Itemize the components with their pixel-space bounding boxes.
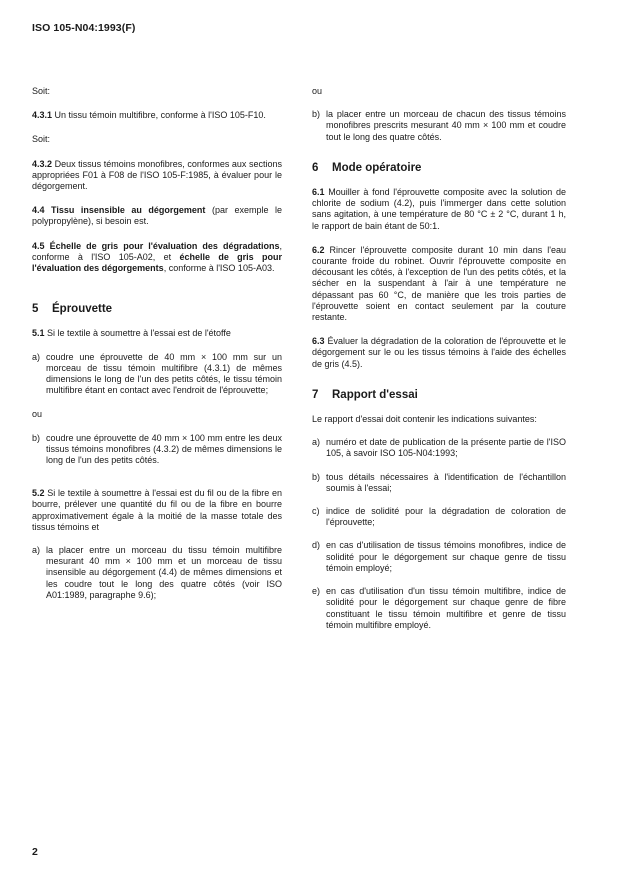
clause-4-4: [32, 205, 282, 227]
clause-title: Tissu insensible au dégorgement: [51, 205, 206, 216]
clause-text: Un tissu témoin multifibre, conforme à l'ISO 105-F10.: [54, 110, 266, 121]
right-column: [312, 86, 566, 631]
item-label: a): [32, 545, 41, 556]
item-label: d): [312, 540, 321, 551]
list-item-5-2-b: [312, 109, 566, 143]
clause-number: 4.5: [32, 240, 45, 251]
clause-4-3-2: [32, 159, 282, 193]
item-label: c): [312, 506, 320, 517]
clause-6-1: [312, 187, 566, 232]
clause-5-2: [32, 488, 282, 533]
item-text: tous détails nécessaires à l'identification de l'échantillon soumis à l'essai;: [326, 471, 566, 493]
item-text: numéro et date de publication de la présente partie de l'ISO 105, à savoir ISO 105-N04:1993;: [326, 437, 566, 459]
list-item-5-1-b: [32, 433, 282, 467]
report-intro: Le rapport d'essai doit contenir les indications suivantes:: [312, 414, 537, 425]
clause-title: Échelle de gris pour l'évaluation des dégradations: [49, 240, 280, 251]
clause-text: , conforme à l'ISO 105-A02, et: [32, 240, 282, 262]
clause-number: 6.3: [312, 336, 325, 347]
clause-number: 4.3.1: [32, 110, 53, 121]
clause-text: Rincer l'éprouvette composite durant 10 min dans l'eau courante froide du robinet. Ouvrir l'éprouvette composite en décousant les côtés, à l'exception de l'un des petits côtés, et la sécher en la suspendant à l'air à une température ne dépassant pas 60 °C, de manière que les trois parties de l'éprouvette soient en contact seulement par la couture restante.: [312, 244, 566, 323]
clause-text: Évaluer la dégradation de la coloration de l'éprouvette et le dégorgement sur le ou les tissus témoins à l'aide des échelles de gris (4.5).: [312, 336, 566, 369]
section-title: Mode opératoire: [332, 161, 422, 174]
clause-5-1: [32, 328, 282, 339]
report-item-c: [312, 506, 566, 528]
clause-4-5: [32, 241, 282, 275]
item-text: coudre une éprouvette de 40 mm × 100 mm entre les deux tissus témoins monofibres (4.3.2) de mêmes dimensions le long de l'un des petits côtés.: [46, 432, 282, 466]
left-column: [32, 86, 282, 601]
clause-6-2: [312, 245, 566, 323]
section-number: 5: [32, 303, 39, 316]
clause-text: Si le textile à soumettre à l'essai est de l'étoffe: [47, 328, 231, 339]
soit-label-2: Soit:: [32, 134, 51, 145]
clause-4-3-1: [32, 110, 282, 121]
report-item-a: [312, 437, 566, 459]
soit-label-1: Soit:: [32, 86, 51, 96]
clause-number: 4.3.2: [32, 158, 53, 169]
report-item-d: [312, 540, 566, 574]
page-number: 2: [32, 846, 38, 858]
section-5-heading: [32, 304, 282, 315]
section-number: 6: [312, 161, 319, 174]
clause-title-2: échelle de gris pour l'évaluation des dégorgements: [32, 251, 283, 274]
ou-label-1: ou: [32, 409, 43, 420]
item-label: b): [312, 471, 321, 482]
clause-number: 4.4: [32, 205, 45, 216]
section-7-heading: [312, 390, 566, 401]
item-text: indice de solidité pour la dégradation de coloration de l'éprouvette;: [326, 506, 566, 528]
list-item-5-2-a: [32, 545, 282, 601]
section-6-heading: [312, 163, 566, 174]
clause-text: Deux tissus témoins monofibres, conformes aux sections appropriées F01 à F08 de l'ISO 105-F:1985, à évaluer pour le dégorgement.: [32, 158, 282, 192]
item-label: a): [312, 437, 321, 448]
clause-text-end: , conforme à l'ISO 105-A03.: [163, 263, 275, 274]
clause-number: 6.1: [312, 187, 325, 198]
section-title: Rapport d'essai: [332, 388, 418, 401]
item-text: en cas d'utilisation de tissus témoins monofibres, indice de solidité pour le dégorgement sur chaque genre de tissu témoin employé;: [326, 540, 566, 573]
item-text: coudre une éprouvette de 40 mm × 100 mm sur un morceau de tissu témoin multifibre (4.3.1) de mêmes dimensions le long de l'un des petits côtés, le tissu témoin multifibre étant en contact avec l'endroit de l'éprouvette;: [46, 351, 282, 396]
clause-number: 6.2: [312, 244, 325, 255]
item-text: la placer entre un morceau du tissu témoin multifibre mesurant 40 mm × 100 mm et un morceau de tissu insensible au dégorgement (4.4) de mêmes dimensions et les coudre tout le long des quatre côtés (voir ISO A01:1989, paragraphe 9.6);: [46, 545, 282, 600]
clause-number: 5.1: [32, 328, 45, 339]
clause-6-3: [312, 336, 566, 370]
item-label: a): [32, 351, 41, 362]
item-text: la placer entre un morceau de chacun des tissus témoins monofibres prescrits mesurant 40 mm × 100 mm et coudre tout le long des quatre côtés.: [326, 109, 566, 142]
item-text: en cas d'utilisation d'un tissu témoin multifibre, indice de solidité pour le dégorgement sur chaque genre de fibre constituant le tissu témoin multifibre et genre de tissu témoin multifibre employé.: [326, 586, 566, 630]
clause-text: (par exemple le polypropylène), si besoin est.: [32, 205, 282, 227]
item-label: b): [312, 109, 321, 120]
clause-text: Si le textile à soumettre à l'essai est du fil ou de la fibre en bourre, prélever une quantité du fil ou de la fibre en bourre approximativement égale à la moitié de la masse totale des tissus témoins et: [32, 488, 282, 532]
item-label: e): [312, 586, 321, 597]
document-header: ISO 105-N04:1993(F): [32, 22, 136, 34]
list-item-5-1-a: [32, 352, 282, 397]
item-label: b): [32, 432, 41, 443]
section-title: Éprouvette: [52, 303, 113, 316]
clause-text: Mouiller à fond l'éprouvette composite avec la solution de chlorite de sodium (4.2), puis l'immerger dans cette solution sans agitation, à une température de 80 °C ± 2 °C, durant 1 h, le rapport de bain étant de 50:1.: [312, 187, 566, 231]
report-item-b: [312, 472, 566, 494]
section-number: 7: [312, 388, 319, 401]
clause-number: 5.2: [32, 488, 45, 499]
ou-label-2: ou: [312, 86, 323, 96]
report-item-e: [312, 586, 566, 631]
